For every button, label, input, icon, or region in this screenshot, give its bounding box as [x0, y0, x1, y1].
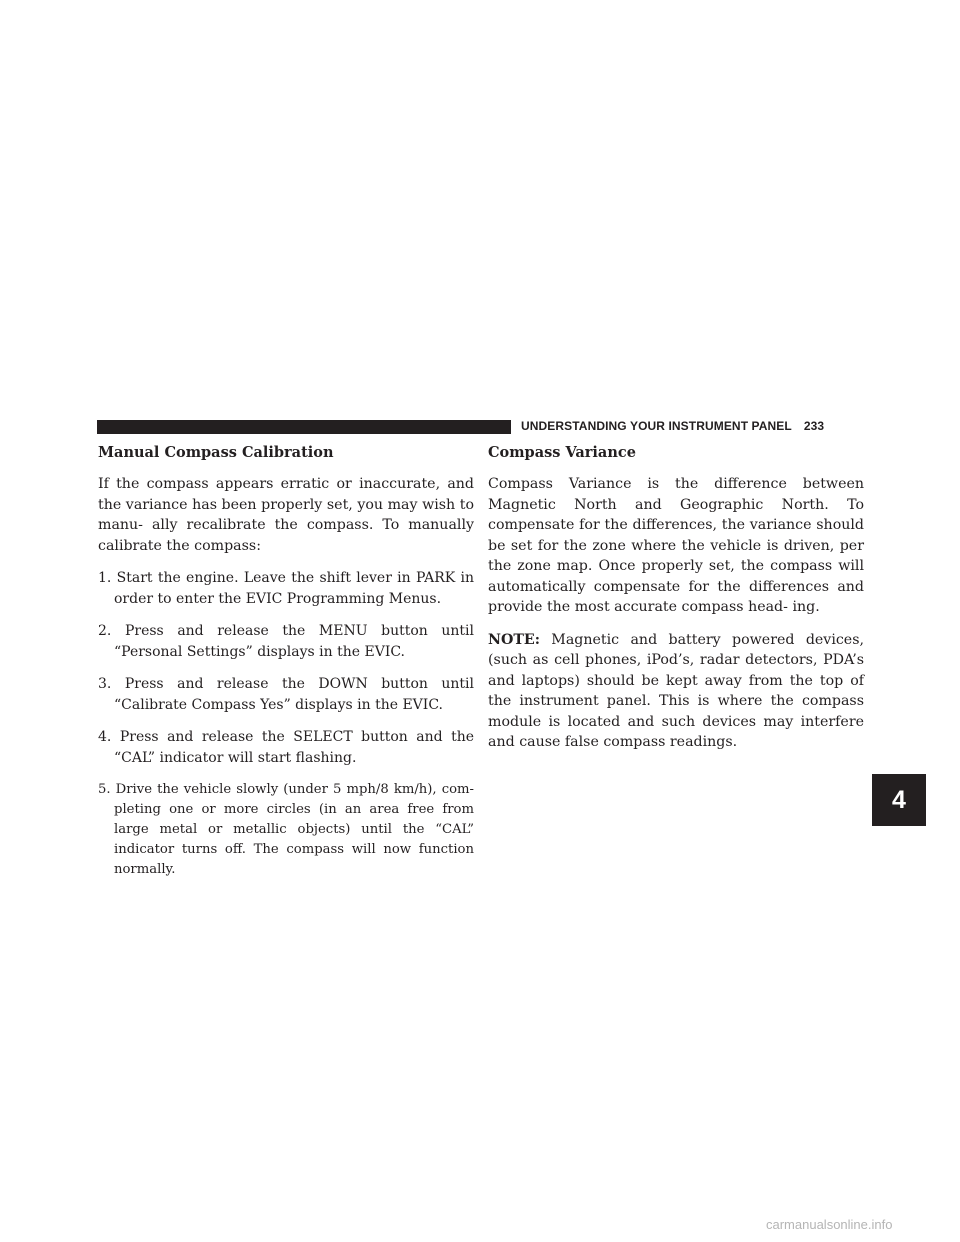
section-title: UNDERSTANDING YOUR INSTRUMENT PANEL	[521, 419, 792, 433]
note-label: NOTE:	[488, 631, 540, 648]
page-number: 233	[803, 419, 825, 433]
page-header	[521, 419, 824, 433]
variance-paragraph: Compass Variance is the difference between Magnetic North and Geographic North. To compensate for the differences, the variance should be set for the zone where the vehicle is driven, per the zone map. Once properly set, the compass will automatically compensate for the differences and provide the most accurate compass head- ing.	[488, 476, 864, 615]
note-paragraph	[488, 630, 864, 753]
chapter-tab: 4	[872, 774, 926, 826]
step-item: 5. Drive the vehicle slowly (under 5 mph/8 km/h), com- pleting one or more circles (in an area free from large metal or metallic objects) until the “CAL” indicator turns off. The compass will now function normally.	[98, 782, 474, 877]
right-column	[488, 442, 864, 765]
intro-paragraph: If the compass appears erratic or inaccurate, and the variance has been properly set, you may wish to manu- ally recalibrate the compass. To manually calibrate the compass:	[98, 476, 474, 554]
left-column	[98, 442, 474, 892]
compass-variance-heading: Compass Variance	[488, 444, 636, 461]
calibration-steps	[98, 568, 474, 880]
step-item: 1. Start the engine. Leave the shift lever in PARK in order to enter the EVIC Programming Menus.	[98, 570, 474, 607]
note-text: Magnetic and battery powered devices, (such as cell phones, iPod’s, radar detectors, PDA’s and laptops) should be kept away from the top of the instrument panel. This is where the compass module is located and such devices may interfere and cause false compass readings.	[488, 631, 864, 750]
header-rule	[97, 420, 511, 434]
step-item: 3. Press and release the DOWN button until “Calibrate Compass Yes” displays in the EVIC.	[98, 676, 474, 713]
manual-calibration-heading: Manual Compass Calibration	[98, 444, 334, 461]
step-item: 4. Press and release the SELECT button and the “CAL” indicator will start flashing.	[98, 729, 474, 766]
step-item: 2. Press and release the MENU button until “Personal Settings” displays in the EVIC.	[98, 623, 474, 660]
watermark: carmanualsonline.info	[766, 1217, 893, 1232]
